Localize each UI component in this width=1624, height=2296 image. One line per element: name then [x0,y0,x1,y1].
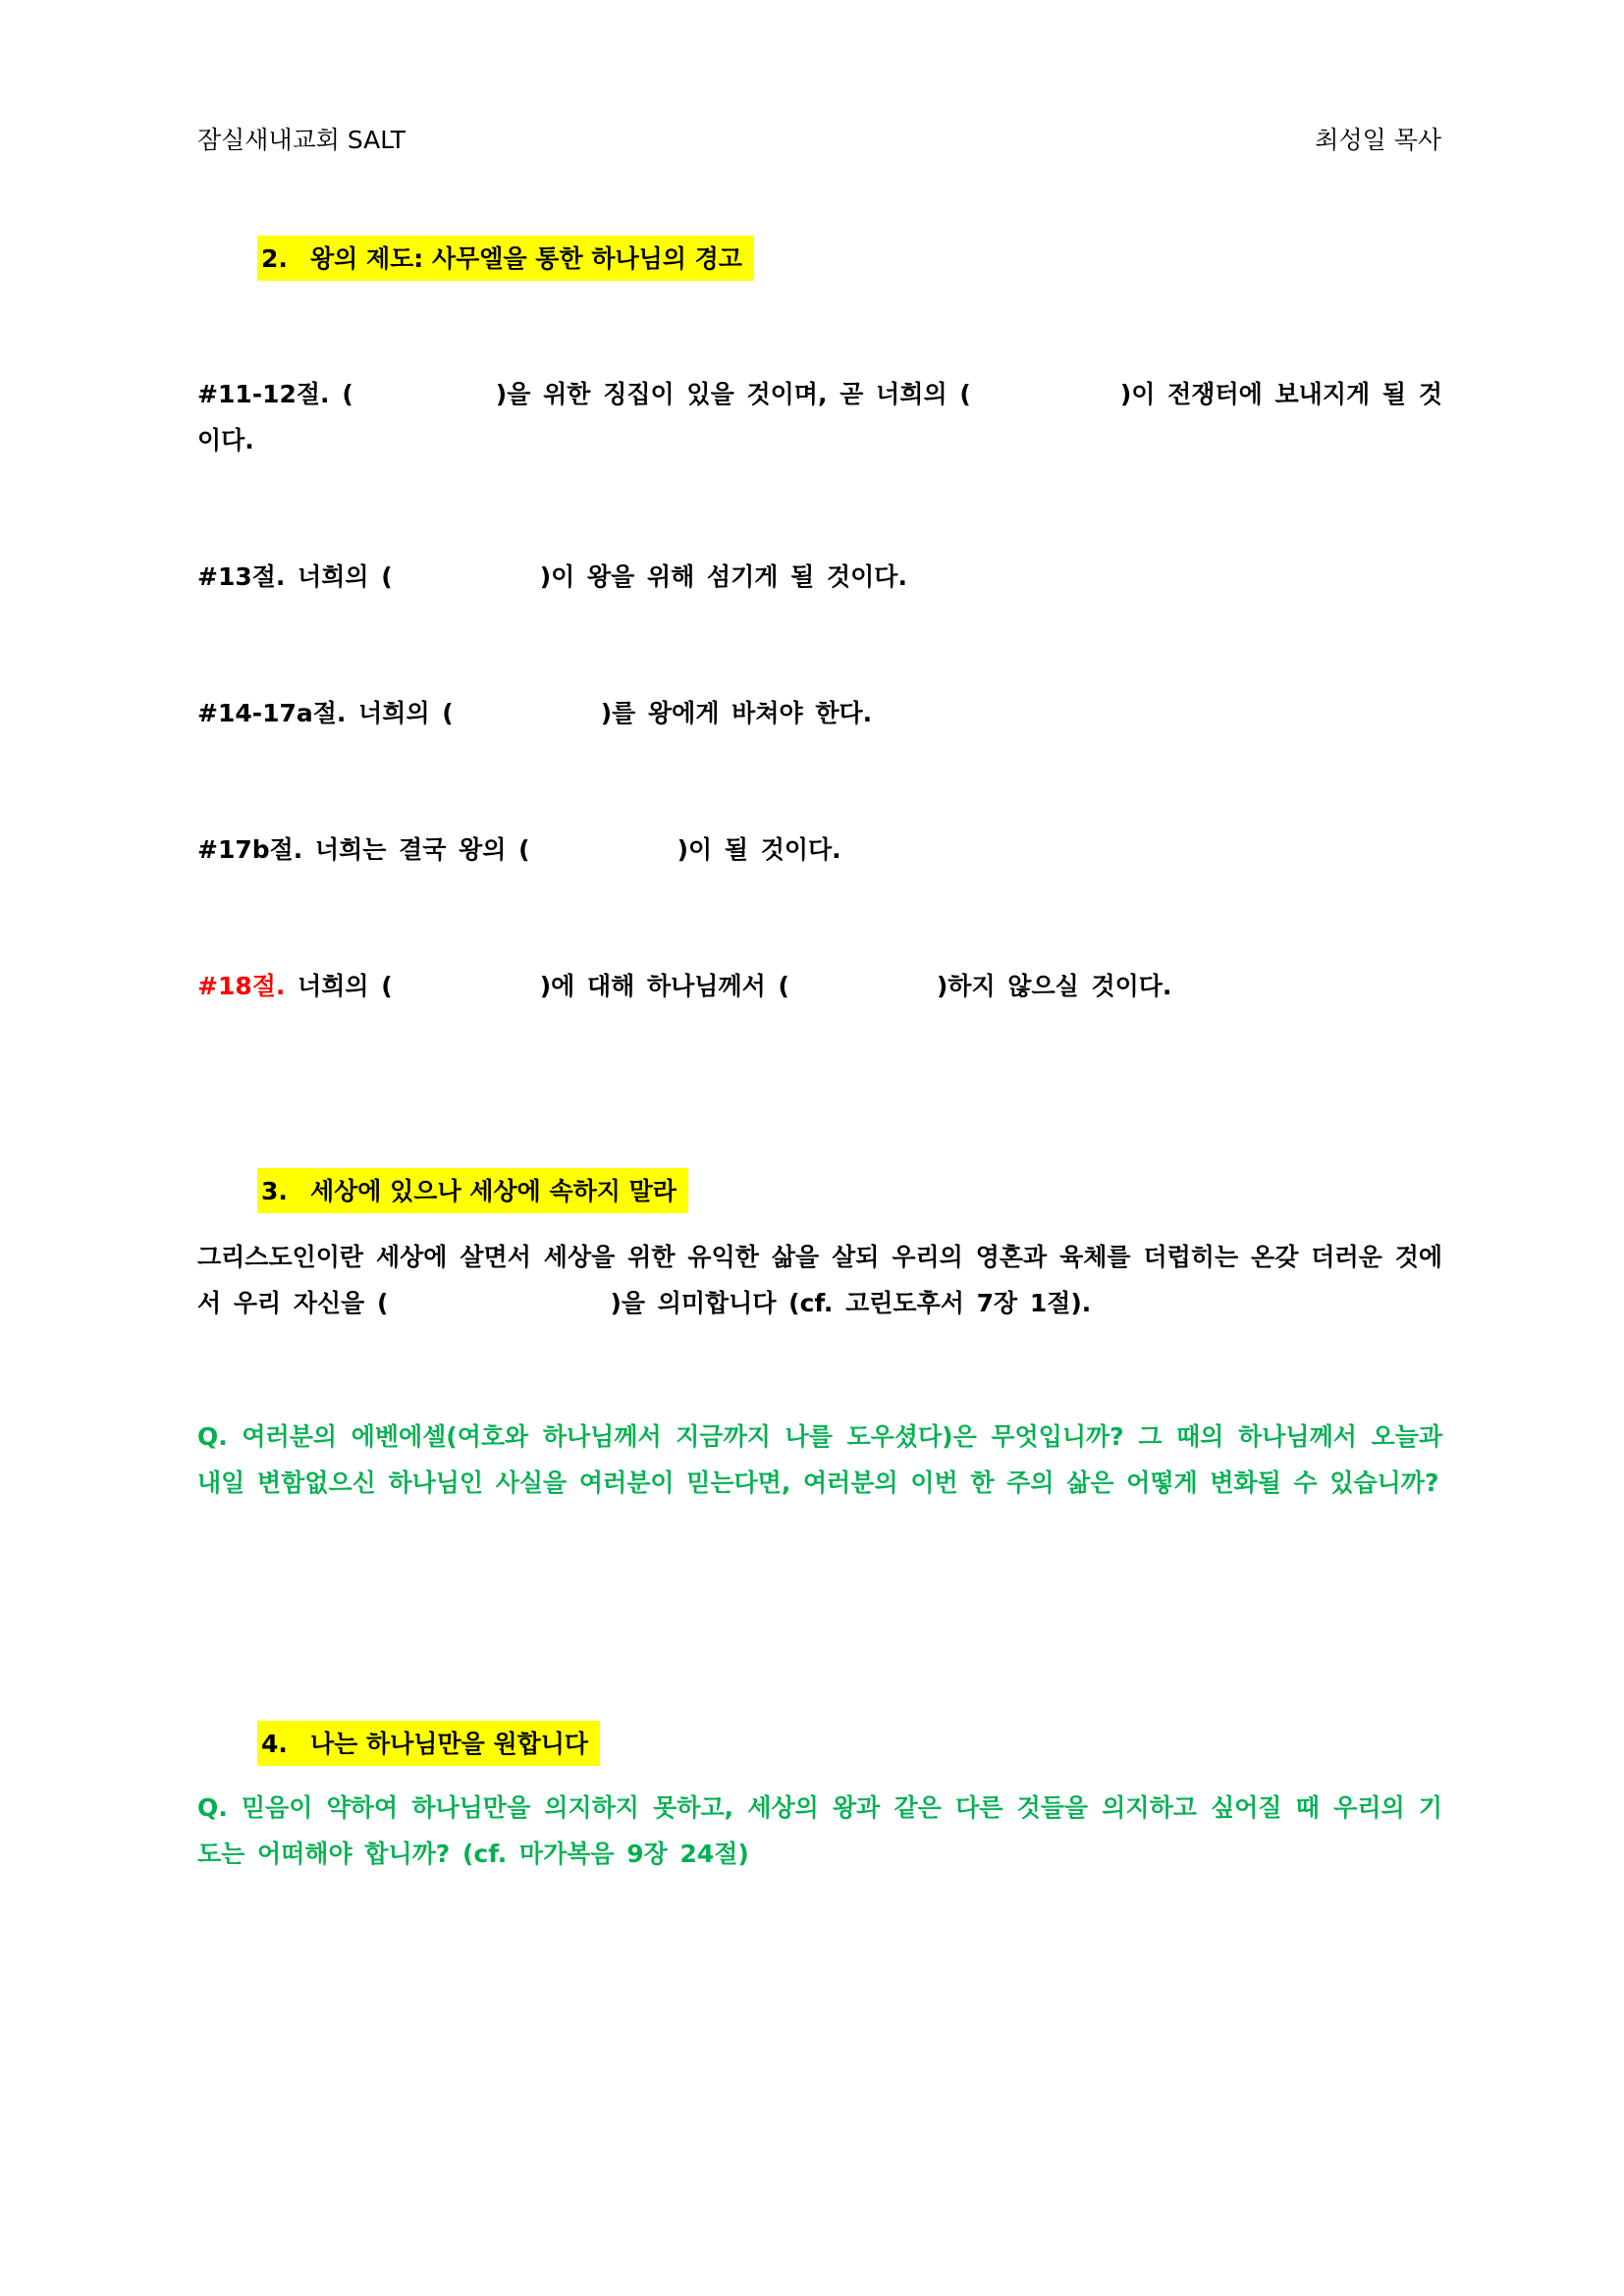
verse-text: 너희는 결국 왕의 ( [315,835,530,864]
verse-text: )를 왕에게 바쳐야 한다. [600,699,873,727]
verse-14-17a [197,690,1442,736]
body-text: 그리스도인이란 세상에 살면서 세상을 위한 유익한 삶을 살되 우리의 영혼과 육체를 더럽히는 온갖 더러운 것에서 우리 자신을 ( [197,1243,1442,1317]
section-4-number: 4. [261,1730,288,1758]
section-2-heading [257,236,754,281]
verse-text: )하지 않으실 것이다. [936,972,1172,1000]
verse-ref: #11-12절. [197,380,330,408]
section-4-title: 나는 하나님만을 원합니다 [310,1730,589,1758]
verse-text: )이 전쟁터에 보내지게 될 것이다. [197,380,1442,454]
verse-text: 너희의 ( [298,972,393,1000]
section-3-question: Q. 여러분의 에벤에셀(여호와 하나님께서 지금까지 나를 도우셨다)은 무엇입니까? 그 때의 하나님께서 오늘과 내일 변함없으신 하나님인 사실을 여러분이 믿는다면, 여러분의 이번 한 주의 삶은 어떻게 변화될 수 있습니까? [197,1422,1442,1497]
body-text: )을 의미합니다 (cf. 고린도후서 7장 1절). [610,1289,1092,1317]
verse-17b [197,827,1442,873]
section-4-heading [257,1721,600,1766]
verse-18 [197,963,1442,1009]
section-2-title: 왕의 제도: 사무엘을 통한 하나님의 경고 [310,244,742,273]
verse-text: )이 왕을 위해 섬기게 될 것이다. [539,562,907,591]
verse-text: 너희의 ( [358,699,454,727]
verse-text: )을 위한 징집이 있을 것이며, 곧 너희의 ( [495,380,971,408]
verse-13 [197,554,1442,600]
verse-text: ( [342,380,353,408]
verse-text: )이 될 것이다. [677,835,841,864]
verse-text: )에 대해 하나님께서 ( [539,972,789,1000]
verse-ref: #17b절. [197,835,303,864]
verse-ref: #18절. [197,972,286,1000]
verse-11-12 [197,371,1442,463]
section-3-body [197,1234,1442,1326]
verse-ref: #14-17a절. [197,699,347,727]
verse-ref: #13절. [197,562,286,591]
verse-text: 너희의 ( [298,562,393,591]
section-3-number: 3. [261,1177,288,1205]
section-3-heading [257,1168,688,1213]
section-2-number: 2. [261,244,288,273]
header-church-name: 잠실새내교회 SALT [197,126,406,154]
section-3-title: 세상에 있으나 세상에 속하지 말라 [310,1177,677,1205]
section-4-question: Q. 믿음이 약하여 하나님만을 의지하지 못하고, 세상의 왕과 같은 다른 것들을 의지하고 싶어질 때 우리의 기도는 어떠해야 합니까? (cf. 마가복음 9장 24절) [197,1793,1442,1868]
header-pastor-name: 최성일 목사 [1315,126,1441,154]
